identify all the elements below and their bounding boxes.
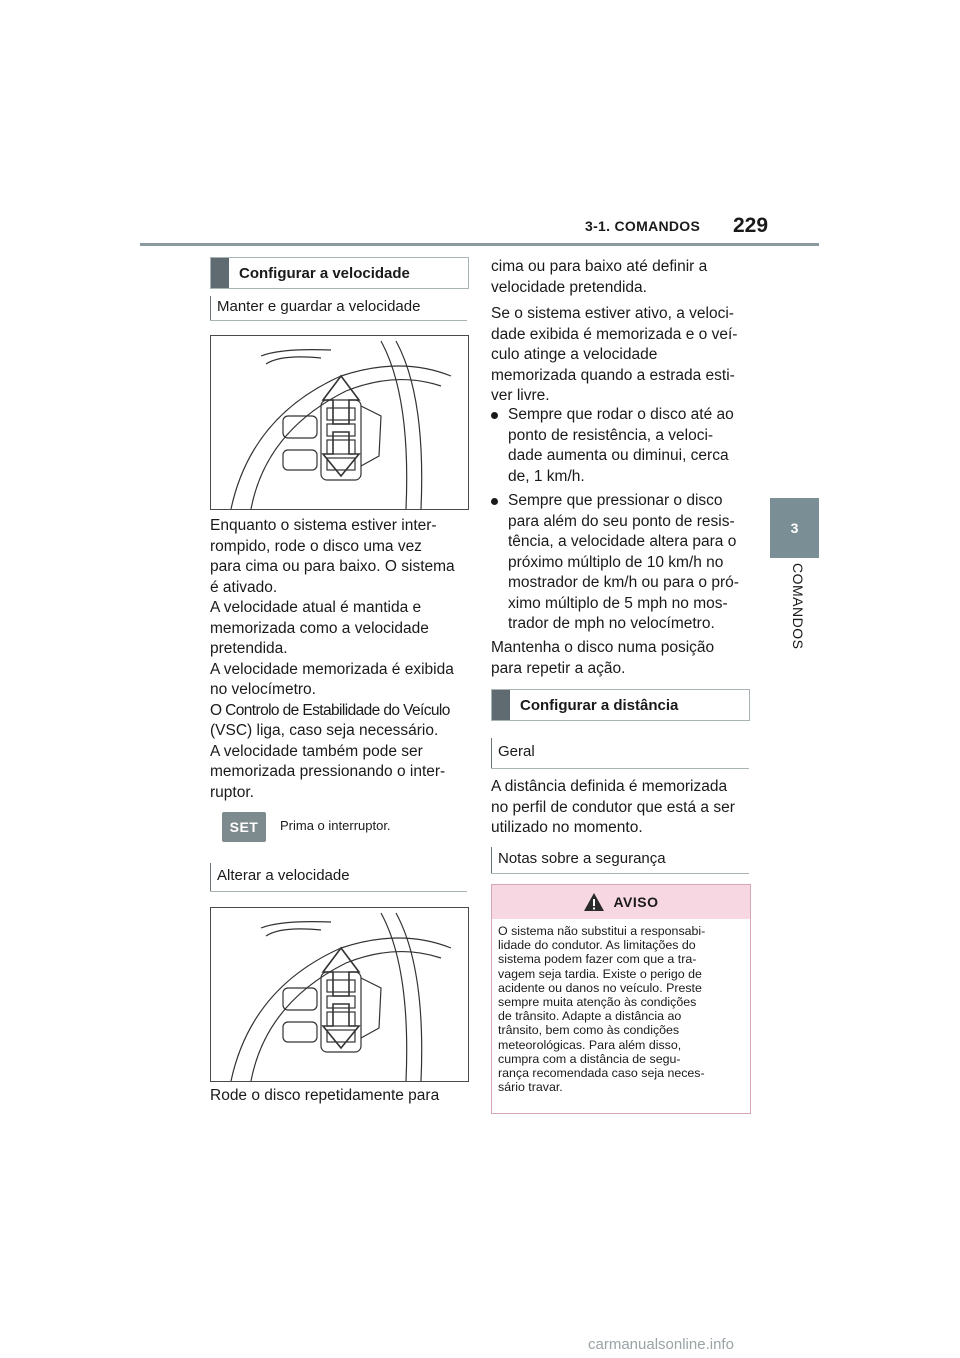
text-line: próximo múltiplo de 10 km/h no <box>508 553 724 571</box>
text-line: ver livre. <box>491 387 550 404</box>
text-line: velocidade pretendida. <box>491 278 647 296</box>
warning-box <box>491 884 751 1114</box>
text-line: rança recomendada caso seja neces- <box>498 1066 705 1081</box>
subheading-safety-notes: Notas sobre a segurança <box>491 847 666 873</box>
text-line: tência, a velocidade altera para o <box>508 533 737 550</box>
subheading-change-speed: Alterar a velocidade <box>210 863 350 891</box>
text-line: acidente ou danos no veículo. Preste <box>498 980 702 995</box>
set-caption: Prima o interruptor. <box>280 818 391 833</box>
text-line: cumpra com a distância de segu- <box>498 1051 681 1066</box>
text-line: vagem seja tardia. Existe o perigo de <box>498 966 702 981</box>
text-line: pretendida. <box>210 640 288 657</box>
text-line: ruptor. <box>210 783 254 801</box>
text-line: culo atinge a velocidade <box>491 346 658 363</box>
subheading-rule <box>491 873 749 874</box>
set-button-icon <box>222 812 266 842</box>
subheading-keep-speed: Manter e guardar a velocidade <box>210 296 420 320</box>
subheading-geral: Geral <box>491 738 535 768</box>
text-line: mostrador de km/h ou para o pró- <box>508 574 739 591</box>
bullet-dot <box>491 412 498 419</box>
warning-triangle-icon <box>583 892 605 912</box>
text-line: O Controlo de Estabilidade do Veículo <box>210 701 450 719</box>
text-line: Sempre que pressionar o disco <box>508 492 723 509</box>
hold-paragraph <box>491 638 756 679</box>
text-line: lidade do condutor. As limitações do <box>498 938 696 953</box>
watermark: carmanualsonline.info <box>588 1336 734 1353</box>
text-line: ximo múltiplo de 5 mph no mos- <box>508 594 728 612</box>
bullet-item <box>491 491 756 635</box>
bullet-dot <box>491 498 498 505</box>
section-marker <box>492 690 510 720</box>
subheading-rule <box>210 320 467 321</box>
warning-header <box>492 885 750 919</box>
bullet-item <box>491 405 756 487</box>
text-line: é ativado. <box>210 578 278 596</box>
steering-wheel-figure-1 <box>210 335 469 510</box>
text-line: para além do seu ponto de resis- <box>508 512 735 530</box>
text-line: cima ou para baixo até definir a <box>491 258 708 275</box>
text-line: A velocidade memorizada é exibida <box>210 660 454 678</box>
text-line: para cima ou para baixo. O sistema <box>210 558 455 575</box>
text-line: sistema podem fazer com que a tra- <box>498 952 697 967</box>
text-line: A velocidade também pode ser <box>210 742 423 760</box>
speed-paragraphs <box>210 516 470 803</box>
section-header: 3-1. COMANDOS <box>585 218 701 234</box>
text-line: utilizado no momento. <box>491 819 643 836</box>
subheading-rule <box>210 891 467 892</box>
text-line: Sempre que rodar o disco até ao <box>508 406 734 423</box>
steering-switch-illustration <box>211 336 468 509</box>
steering-wheel-figure-2 <box>210 907 469 1082</box>
set-button-label: SET <box>229 819 259 835</box>
text-line: sário travar. <box>498 1080 563 1095</box>
text-line: (VSC) liga, caso seja necessário. <box>210 722 439 739</box>
text-line: trador de mph no velocímetro. <box>508 615 715 632</box>
text-line: ponto de resistência, a veloci- <box>508 426 714 444</box>
text-line: de, 1 km/h. <box>508 467 585 485</box>
text-line: memorizada quando a estrada esti- <box>491 366 735 384</box>
warning-body <box>492 919 750 1099</box>
section-bar-speed <box>210 257 469 289</box>
distance-paragraph <box>491 777 756 839</box>
section-marker <box>211 258 229 288</box>
text-line: rompido, rode o disco uma vez <box>210 537 422 555</box>
text-line: no velocímetro. <box>210 681 316 698</box>
change-speed-paragraph: Rode o disco repetidamente para <box>210 1087 440 1104</box>
section-title-speed: Configurar a velocidade <box>239 264 410 282</box>
text-line: memorizada como a velocidade <box>210 619 429 637</box>
text-line: dade exibida é memorizada e o veí- <box>491 325 738 343</box>
page-number: 229 <box>733 214 769 237</box>
chapter-label: COMANDOS <box>790 563 806 650</box>
text-line: O sistema não substitui a responsabi- <box>498 924 706 938</box>
text-line: dade aumenta ou diminui, cerca <box>508 447 729 464</box>
text-line: A velocidade atual é mantida e <box>210 599 422 616</box>
text-line: A distância definida é memorizada <box>491 778 728 795</box>
text-line: no perfil de condutor que está a ser <box>491 798 735 816</box>
text-line: Se o sistema estiver ativo, a veloci- <box>491 305 734 322</box>
text-line: sempre muita atenção às condições <box>498 995 697 1010</box>
section-title-distance: Configurar a distância <box>520 696 679 714</box>
header-rule <box>140 243 819 246</box>
warning-title: AVISO <box>613 894 659 910</box>
subheading-rule <box>491 768 749 769</box>
text-line: de trânsito. Adapte a distância ao <box>498 1009 682 1024</box>
chapter-tab: 3 <box>770 498 819 558</box>
intro-paragraphs <box>491 257 756 407</box>
text-line: trânsito, bem como às condições <box>498 1023 680 1038</box>
text-line: Mantenha o disco numa posição <box>491 639 715 656</box>
section-bar-distance <box>491 689 750 721</box>
text-line: para repetir a ação. <box>491 659 626 677</box>
text-line: meteorológicas. Para além disso, <box>498 1037 682 1052</box>
steering-switch-illustration <box>211 908 468 1081</box>
text-line: memorizada pressionando o inter- <box>210 763 446 780</box>
text-line: Enquanto o sistema estiver inter- <box>210 517 437 534</box>
